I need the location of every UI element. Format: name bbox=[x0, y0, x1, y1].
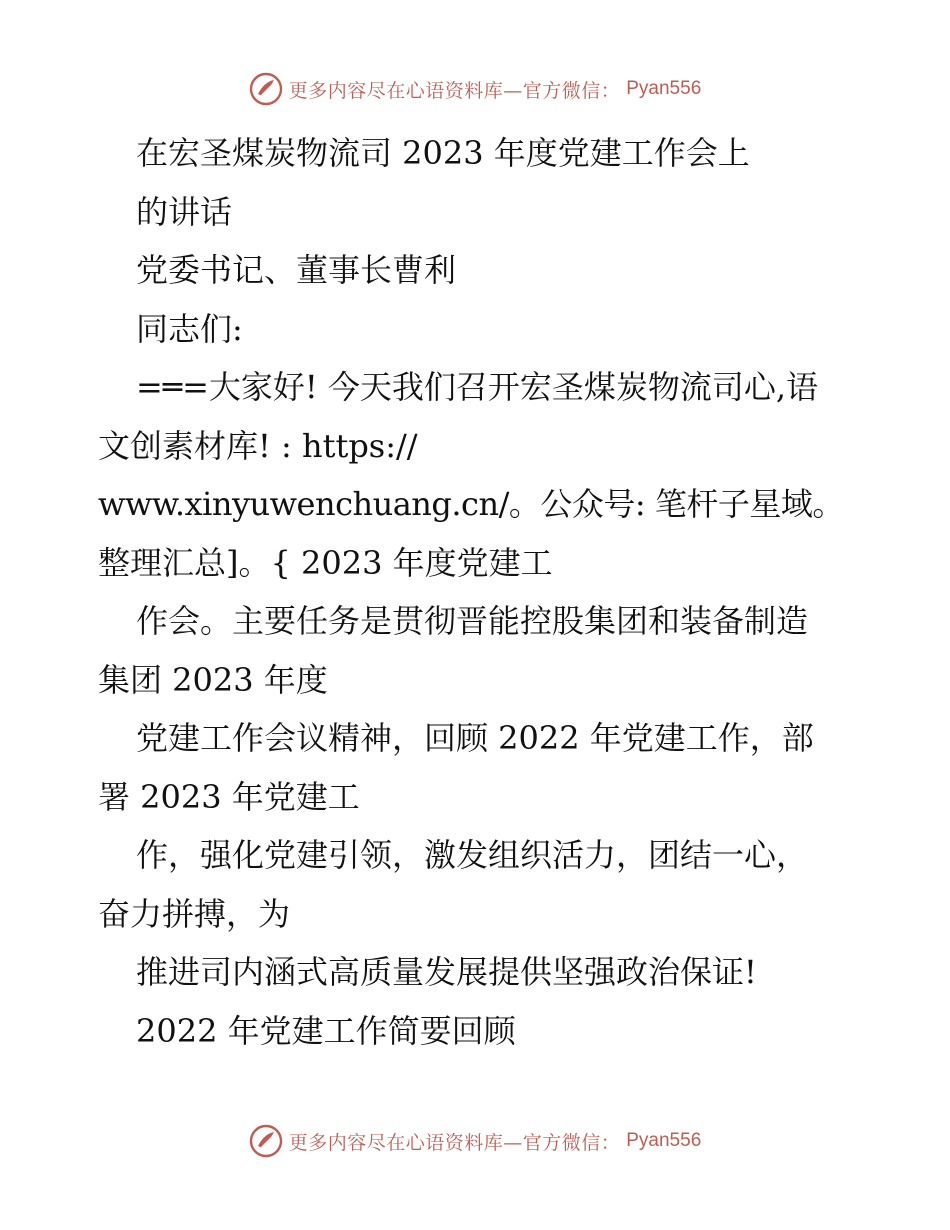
banner-text: 更多内容尽在心语资料库—官方微信： bbox=[288, 79, 621, 102]
speaker-line: 党委书记、董事长曹利 bbox=[136, 251, 457, 289]
banner-wechat-id: Pyan556 bbox=[626, 1130, 702, 1151]
body-line: 文创素材库! : https:// bbox=[98, 426, 418, 465]
body-line: 作会。主要任务是贯彻晋能控股集团和装备制造 bbox=[136, 602, 809, 640]
document-body bbox=[98, 124, 868, 1060]
banner-wechat-id: Pyan556 bbox=[626, 78, 702, 99]
title-line-1: 在宏圣煤炭物流司 2023 年度党建工作会上 bbox=[136, 134, 750, 172]
body-line: 推进司内涵式高质量发展提供坚强政治保证! bbox=[136, 953, 757, 991]
title-line-2: 的讲话 bbox=[136, 192, 233, 231]
brand-logo-icon bbox=[249, 1124, 283, 1158]
header-watermark-banner bbox=[0, 72, 950, 106]
body-line: 署 2023 年党建工 bbox=[98, 777, 360, 816]
body-line: 集团 2023 年度 bbox=[98, 660, 328, 699]
body-line: www.xinyuwenchuang.cn/。公众号: 笔杆子星域。 bbox=[98, 485, 844, 523]
body-line: 奋力拼搏，为 bbox=[98, 894, 291, 933]
body-line: 党建工作会议精神，回顾 2022 年党建工作，部 bbox=[136, 719, 814, 757]
body-line: 作，强化党建引领，激发组织活力，团结一心， bbox=[136, 836, 809, 874]
body-line: =═=大家好! 今天我们召开宏圣煤炭物流司心,语 bbox=[136, 368, 819, 406]
footer-watermark-banner bbox=[0, 1124, 950, 1158]
body-line: 整理汇总]。{ 2023 年度党建工 bbox=[98, 543, 553, 582]
salutation-line: 同志们: bbox=[136, 309, 243, 348]
brand-logo-icon bbox=[249, 72, 283, 106]
banner-text: 更多内容尽在心语资料库—官方微信： bbox=[288, 1131, 621, 1154]
section-heading: 2022 年党建工作简要回顾 bbox=[136, 1011, 516, 1050]
